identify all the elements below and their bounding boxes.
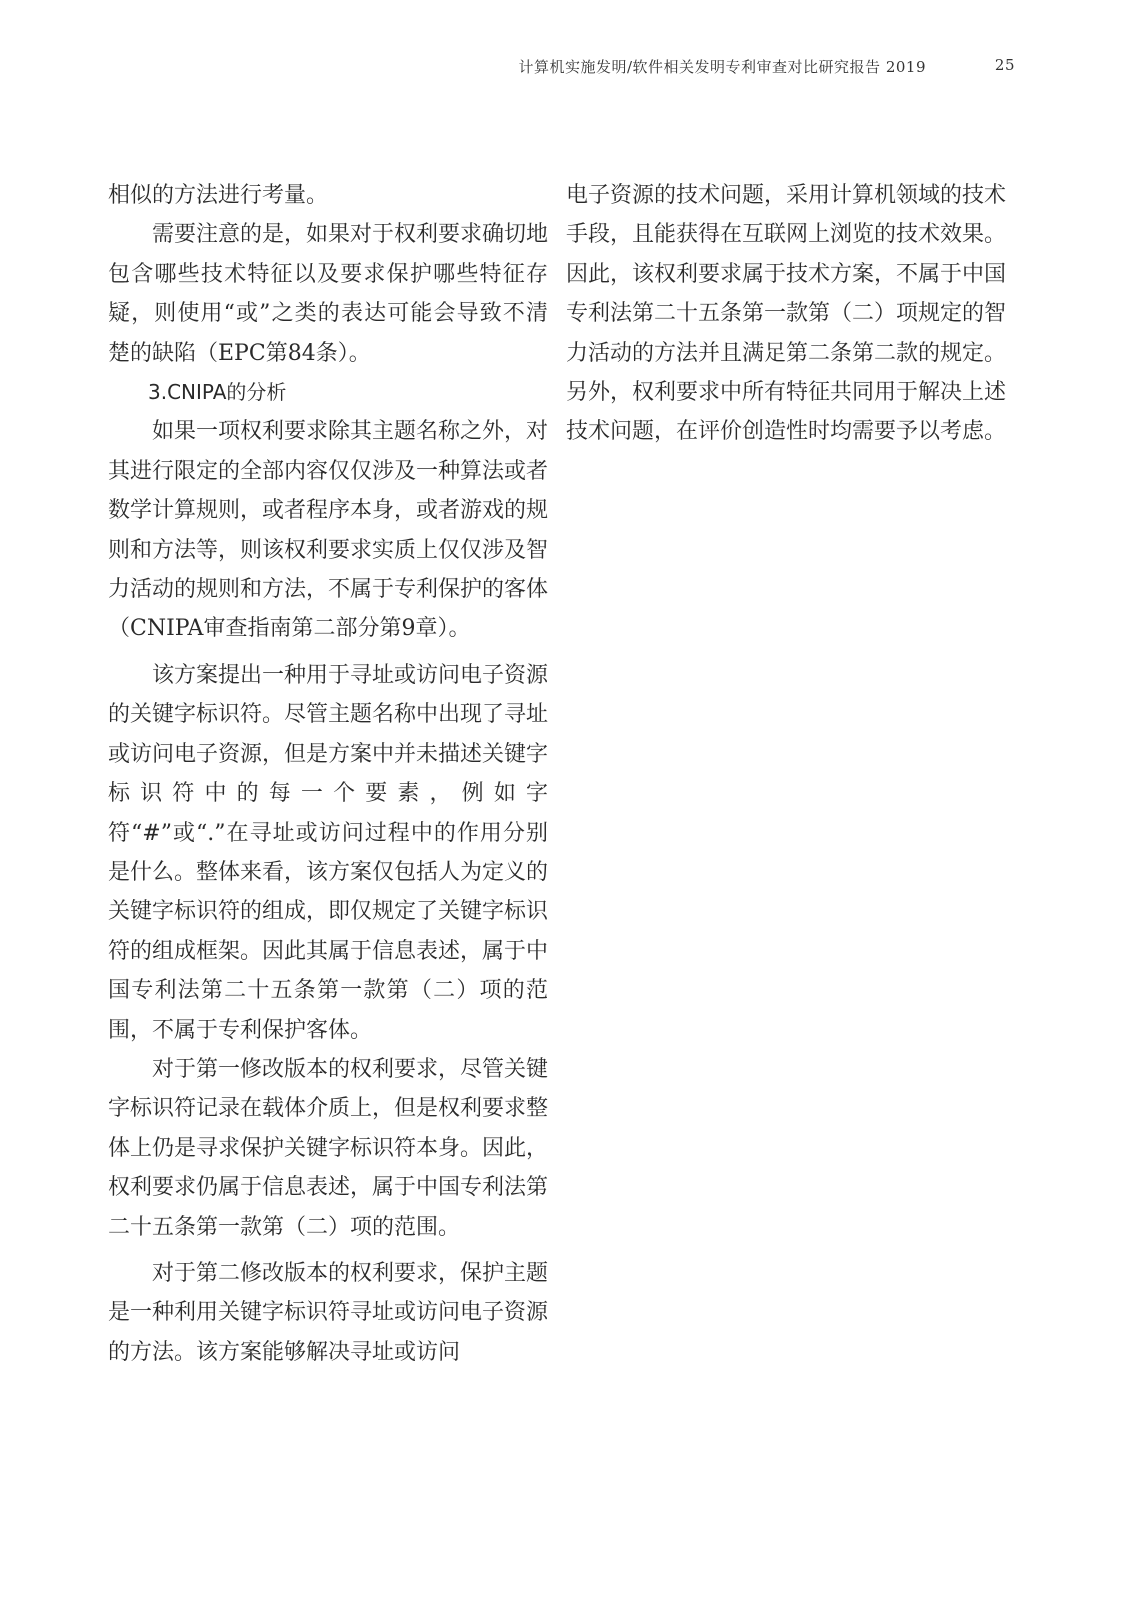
paragraph: 对于第一修改版本的权利要求，尽管关键字标识符记录在载体介质上，但是权利要求整体上仍是寻求保护关键字标识符本身。因此，权利要求仍属于信息表述，属于中国专利法第二十五条第一款第（二）项的范围。	[108, 1056, 549, 1240]
running-header	[0, 56, 1131, 82]
page-number: 25	[994, 56, 1015, 74]
left-column	[108, 176, 548, 1372]
paragraph: 如果一项权利要求除其主题名称之外，对其进行限定的全部内容仅仅涉及一种算法或者数学计算规则，或者程序本身，或者游戏的规则和方法等，则该权利要求实质上仅仅涉及智力活动的规则和方法，不属于专利保护的客体（CNIPA审查指南第二部分第9章）。	[108, 419, 549, 642]
section-heading: 3.CNIPA的分析	[148, 380, 287, 405]
paragraph: 电子资源的技术问题，采用计算机领域的技术手段，且能获得在互联网上浏览的技术效果。因此，该权利要求属于技术方案，不属于中国专利法第二十五条第一款第（二）项规定的智力活动的方法并且满足第二条第二款的规定。另外，权利要求中所有特征共同用于解决上述技术问题，在评价创造性时均需要予以考虑。	[566, 183, 1007, 445]
paragraph: 对于第二修改版本的权利要求，保护主题是一种利用关键字标识符寻址或访问电子资源的方法。该方案能够解决寻址或访问	[108, 1260, 549, 1365]
right-column	[566, 176, 1006, 452]
paragraph: 需要注意的是，如果对于权利要求确切地包含哪些技术特征以及要求保护哪些特征存疑，则使用“或”之类的表达可能会导致不清楚的缺陷（EPC第84条）。	[108, 222, 549, 366]
paragraph: 相似的方法进行考量。	[108, 183, 329, 208]
header-title: 计算机实施发明/软件相关发明专利审查对比研究报告 2019	[518, 58, 926, 76]
paragraph: 该方案提出一种用于寻址或访问电子资源的关键字标识符。尽管主题名称中出现了寻址或访问电子资源，但是方案中并未描述关键字标识符中的每一个要素，例如字符“#”或“.”在寻址或访问过程中的作用分别是什么。整体来看，该方案仅包括人为定义的关键字标识符的组成，即仅规定了关键字标识符的组成框架。因此其属于信息表述，属于中国专利法第二十五条第一款第（二）项的范围，不属于专利保护客体。	[108, 662, 549, 1043]
